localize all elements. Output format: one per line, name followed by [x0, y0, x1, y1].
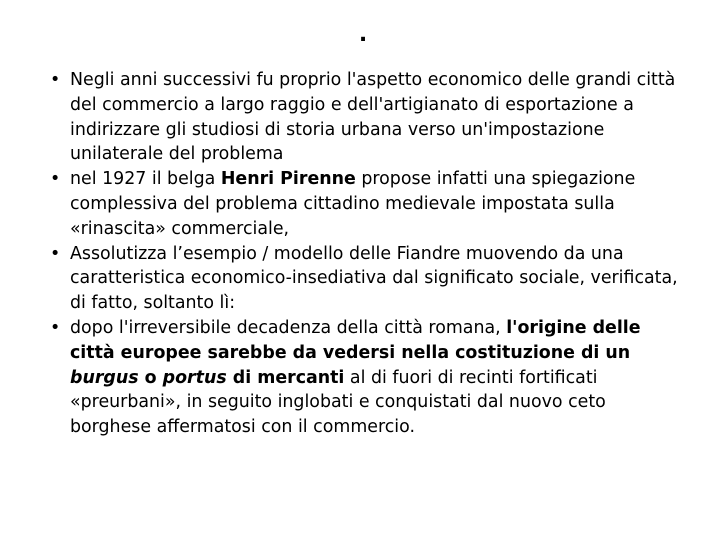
bullet-item-4 [50, 316, 690, 440]
bullet-item-1 [50, 68, 690, 167]
bullet-text: Assolutizza l’esempio / modello delle Fiandre muovendo da una caratteristica economico-insediativa dal significato sociale, verificata, di fatto, soltanto lì: [70, 243, 678, 314]
bullet-icon: • [50, 169, 61, 190]
thesis-highlight-end: di mercanti [226, 367, 345, 388]
name-highlight: Henri Pirenne [220, 169, 356, 190]
bullet-list [50, 68, 690, 440]
bullet-text: al di fuori di recinti fortificati «preurbani», in seguito inglobati e conquistati dal nuovo ceto borghese affermatosi con il commercio. [70, 367, 606, 438]
thesis-highlight: l'origine delle città europee sarebbe da vedersi nella costituzione di un [70, 317, 641, 363]
bullet-icon: • [50, 317, 61, 338]
slide-title: . [358, 22, 368, 47]
bullet-icon: • [50, 243, 61, 264]
bullet-text: propose infatti una spiegazione complessiva del problema cittadino medievale impostata sulla «rinascita» commerciale, [70, 169, 636, 239]
bullet-text: dopo l'irreversibile decadenza della città romana, [70, 317, 507, 338]
bullet-text: nel 1927 il belga [70, 169, 221, 190]
bullet-item-2 [50, 167, 690, 241]
bullet-item-3 [50, 242, 690, 316]
term-portus: portus [162, 367, 227, 388]
term-burgus: burgus [70, 367, 139, 388]
bullet-text: Negli anni successivi fu proprio l'aspetto economico delle grandi città del commercio a largo raggio e dell'artigianato di esportazione a indirizzare gli studiosi di storia urbana verso un'impostazione unilaterale del problema [70, 70, 676, 165]
thesis-highlight-connector: o [138, 367, 163, 388]
bullet-icon: • [50, 70, 61, 90]
